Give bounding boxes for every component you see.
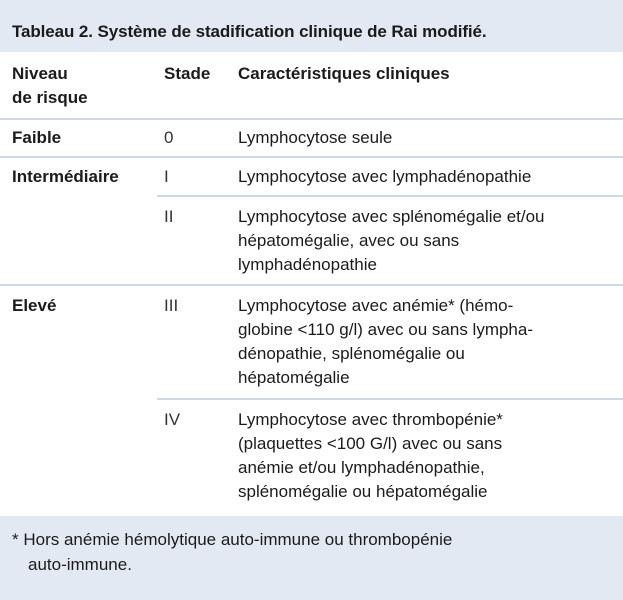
row-desc-line: Lymphocytose avec splénomégalie et/ou: [238, 207, 545, 226]
row-stade: II: [164, 207, 174, 226]
row-stade: 0: [164, 128, 174, 147]
row-desc-line: globine <110 g/l) avec ou sans lympha-: [238, 320, 534, 339]
row-desc-line: hépatomégalie: [238, 368, 350, 387]
row-stade: I: [164, 167, 169, 186]
row-partial-divider: [157, 195, 623, 197]
header-stade: Stade: [164, 64, 211, 83]
rai-staging-table: [0, 52, 623, 516]
row-partial-divider: [157, 398, 623, 400]
row-desc-line: Lymphocytose avec anémie* (hémo-: [238, 296, 514, 315]
footnote-line2: auto-immune.: [28, 555, 132, 574]
footnote-line1: * Hors anémie hémolytique auto-immune ou thrombopénie: [12, 530, 453, 549]
row-desc-line: lymphadénopathie: [238, 255, 377, 274]
row-desc-line: splénomégalie ou hépatomégalie: [238, 482, 488, 501]
header-divider: [0, 118, 623, 120]
row-risk: Elevé: [12, 296, 57, 315]
row-stade: IV: [164, 410, 181, 429]
row-stade: III: [164, 296, 179, 315]
row-risk: Intermédiaire: [12, 167, 119, 186]
row-desc-line: anémie et/ou lymphadénopathie,: [238, 458, 485, 477]
title-bar: [0, 0, 623, 44]
header-risk-line1: Niveau: [12, 64, 68, 83]
row-desc-line: Lymphocytose avec thrombopénie*: [238, 410, 503, 429]
row-desc-line: Lymphocytose seule: [238, 128, 393, 147]
row-desc-line: (plaquettes <100 G/l) avec ou sans: [238, 434, 503, 453]
row-divider: [0, 284, 623, 286]
footnote-area: [0, 516, 623, 600]
row-divider: [0, 156, 623, 158]
table-title: Tableau 2. Système de stadification clinique de Rai modifié.: [12, 22, 487, 41]
header-desc: Caractéristiques cliniques: [238, 64, 450, 83]
row-risk: Faible: [12, 128, 62, 147]
row-desc-line: Lymphocytose avec lymphadénopathie: [238, 167, 532, 186]
header-risk-line2: de risque: [12, 88, 88, 107]
row-desc-line: dénopathie, splénomégalie ou: [238, 344, 465, 363]
row-desc-line: hépatomégalie, avec ou sans: [238, 231, 460, 250]
